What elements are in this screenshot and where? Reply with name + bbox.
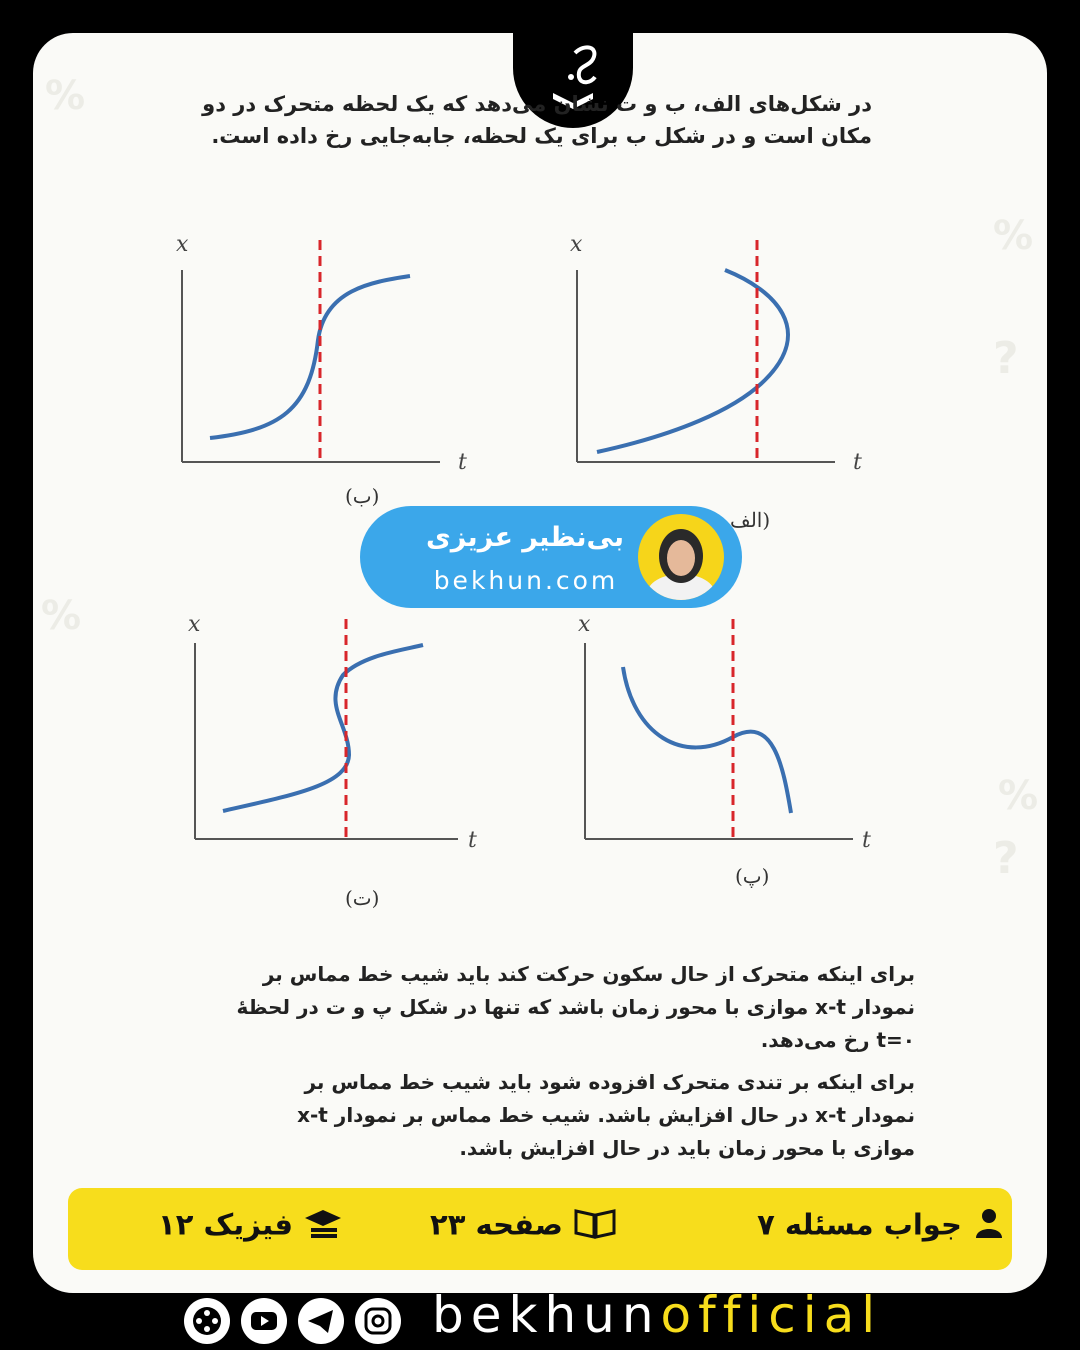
curve bbox=[210, 276, 410, 438]
background-doodle: % bbox=[45, 73, 86, 119]
footer-problem bbox=[757, 1206, 1006, 1247]
book-icon bbox=[573, 1206, 617, 1247]
film-reel-icon[interactable] bbox=[184, 1298, 230, 1344]
question-line: در شکل‌های الف، ب و ت نشان می‌دهد که یک لحظه متحرک در دو bbox=[202, 92, 872, 116]
author-site: bekhun.com bbox=[433, 566, 619, 595]
question-text bbox=[160, 88, 872, 152]
caption-be: (ب) bbox=[345, 484, 380, 508]
brand-part-1: bekhun bbox=[432, 1286, 661, 1344]
background-doodle: % bbox=[993, 213, 1034, 259]
answer-line: t=۰ رخ می‌دهد. bbox=[760, 1028, 915, 1052]
answer-line: نمودار x-t در حال افزایش باشد. شیب خط مماس بر نمودار x-t bbox=[297, 1103, 915, 1127]
graph-pe bbox=[573, 615, 873, 855]
caption-pe: (پ) bbox=[735, 864, 770, 888]
curve bbox=[223, 645, 423, 811]
axis-t-label: t bbox=[853, 450, 862, 475]
axis-t-label: t bbox=[468, 828, 477, 853]
answer-line: نمودار x-t موازی با محور زمان باشد که تنها در شکل پ و ت در لحظهٔ bbox=[236, 995, 915, 1019]
author-name: بی‌نظیر عزیزی bbox=[425, 522, 625, 553]
answer-line: برای اینکه بر تندی متحرک افزوده شود باید شیب خط مماس بر bbox=[304, 1070, 915, 1094]
axis-x-label: x bbox=[570, 232, 583, 257]
footer-problem-label: جواب مسئله ۷ bbox=[757, 1207, 962, 1242]
axis-t-label: t bbox=[458, 450, 467, 475]
instagram-icon[interactable] bbox=[355, 1298, 401, 1344]
graduation-cap-icon bbox=[303, 1206, 343, 1247]
graph-te bbox=[183, 615, 483, 855]
footer-subject-label: فیزیک ۱۲ bbox=[158, 1207, 293, 1242]
youtube-icon[interactable] bbox=[241, 1298, 287, 1344]
graph-be bbox=[170, 230, 470, 480]
teacher-icon bbox=[972, 1206, 1006, 1247]
footer-page-label: صفحه ۲۳ bbox=[430, 1207, 563, 1242]
background-doodle: ? bbox=[993, 333, 1019, 384]
question-line: مکان است و در شکل ب برای یک لحظه، جابه‌جایی رخ داده است. bbox=[211, 124, 872, 148]
footer-subject bbox=[158, 1206, 343, 1247]
avatar bbox=[638, 514, 724, 600]
background-doodle: % bbox=[998, 773, 1039, 819]
brand-part-2: official bbox=[660, 1286, 883, 1344]
axis-x-label: x bbox=[188, 612, 201, 637]
answer-line: برای اینکه متحرک از حال سکون حرکت کند باید شیب خط مماس بر bbox=[262, 962, 915, 986]
telegram-icon[interactable] bbox=[298, 1298, 344, 1344]
graph-alef bbox=[565, 230, 865, 480]
axis-t-label: t bbox=[862, 828, 871, 853]
caption-te: (ت) bbox=[345, 886, 380, 910]
footer-page bbox=[430, 1206, 617, 1247]
curve bbox=[623, 667, 791, 813]
answer-line: موازی با محور زمان باید در حال افزایش باشد. bbox=[459, 1136, 915, 1160]
curve bbox=[597, 270, 788, 452]
background-doodle: ? bbox=[993, 833, 1019, 884]
axis-x-label: x bbox=[176, 232, 189, 257]
axis-x-label: x bbox=[578, 612, 591, 637]
answer-paragraph-2 bbox=[195, 1066, 915, 1165]
background-doodle: % bbox=[41, 593, 82, 639]
answer-paragraph-1 bbox=[195, 958, 915, 1057]
brand-wordmark bbox=[432, 1286, 882, 1344]
footer-bar bbox=[68, 1188, 1012, 1270]
caption-alef: (الف bbox=[730, 508, 771, 532]
author-badge bbox=[360, 506, 742, 608]
